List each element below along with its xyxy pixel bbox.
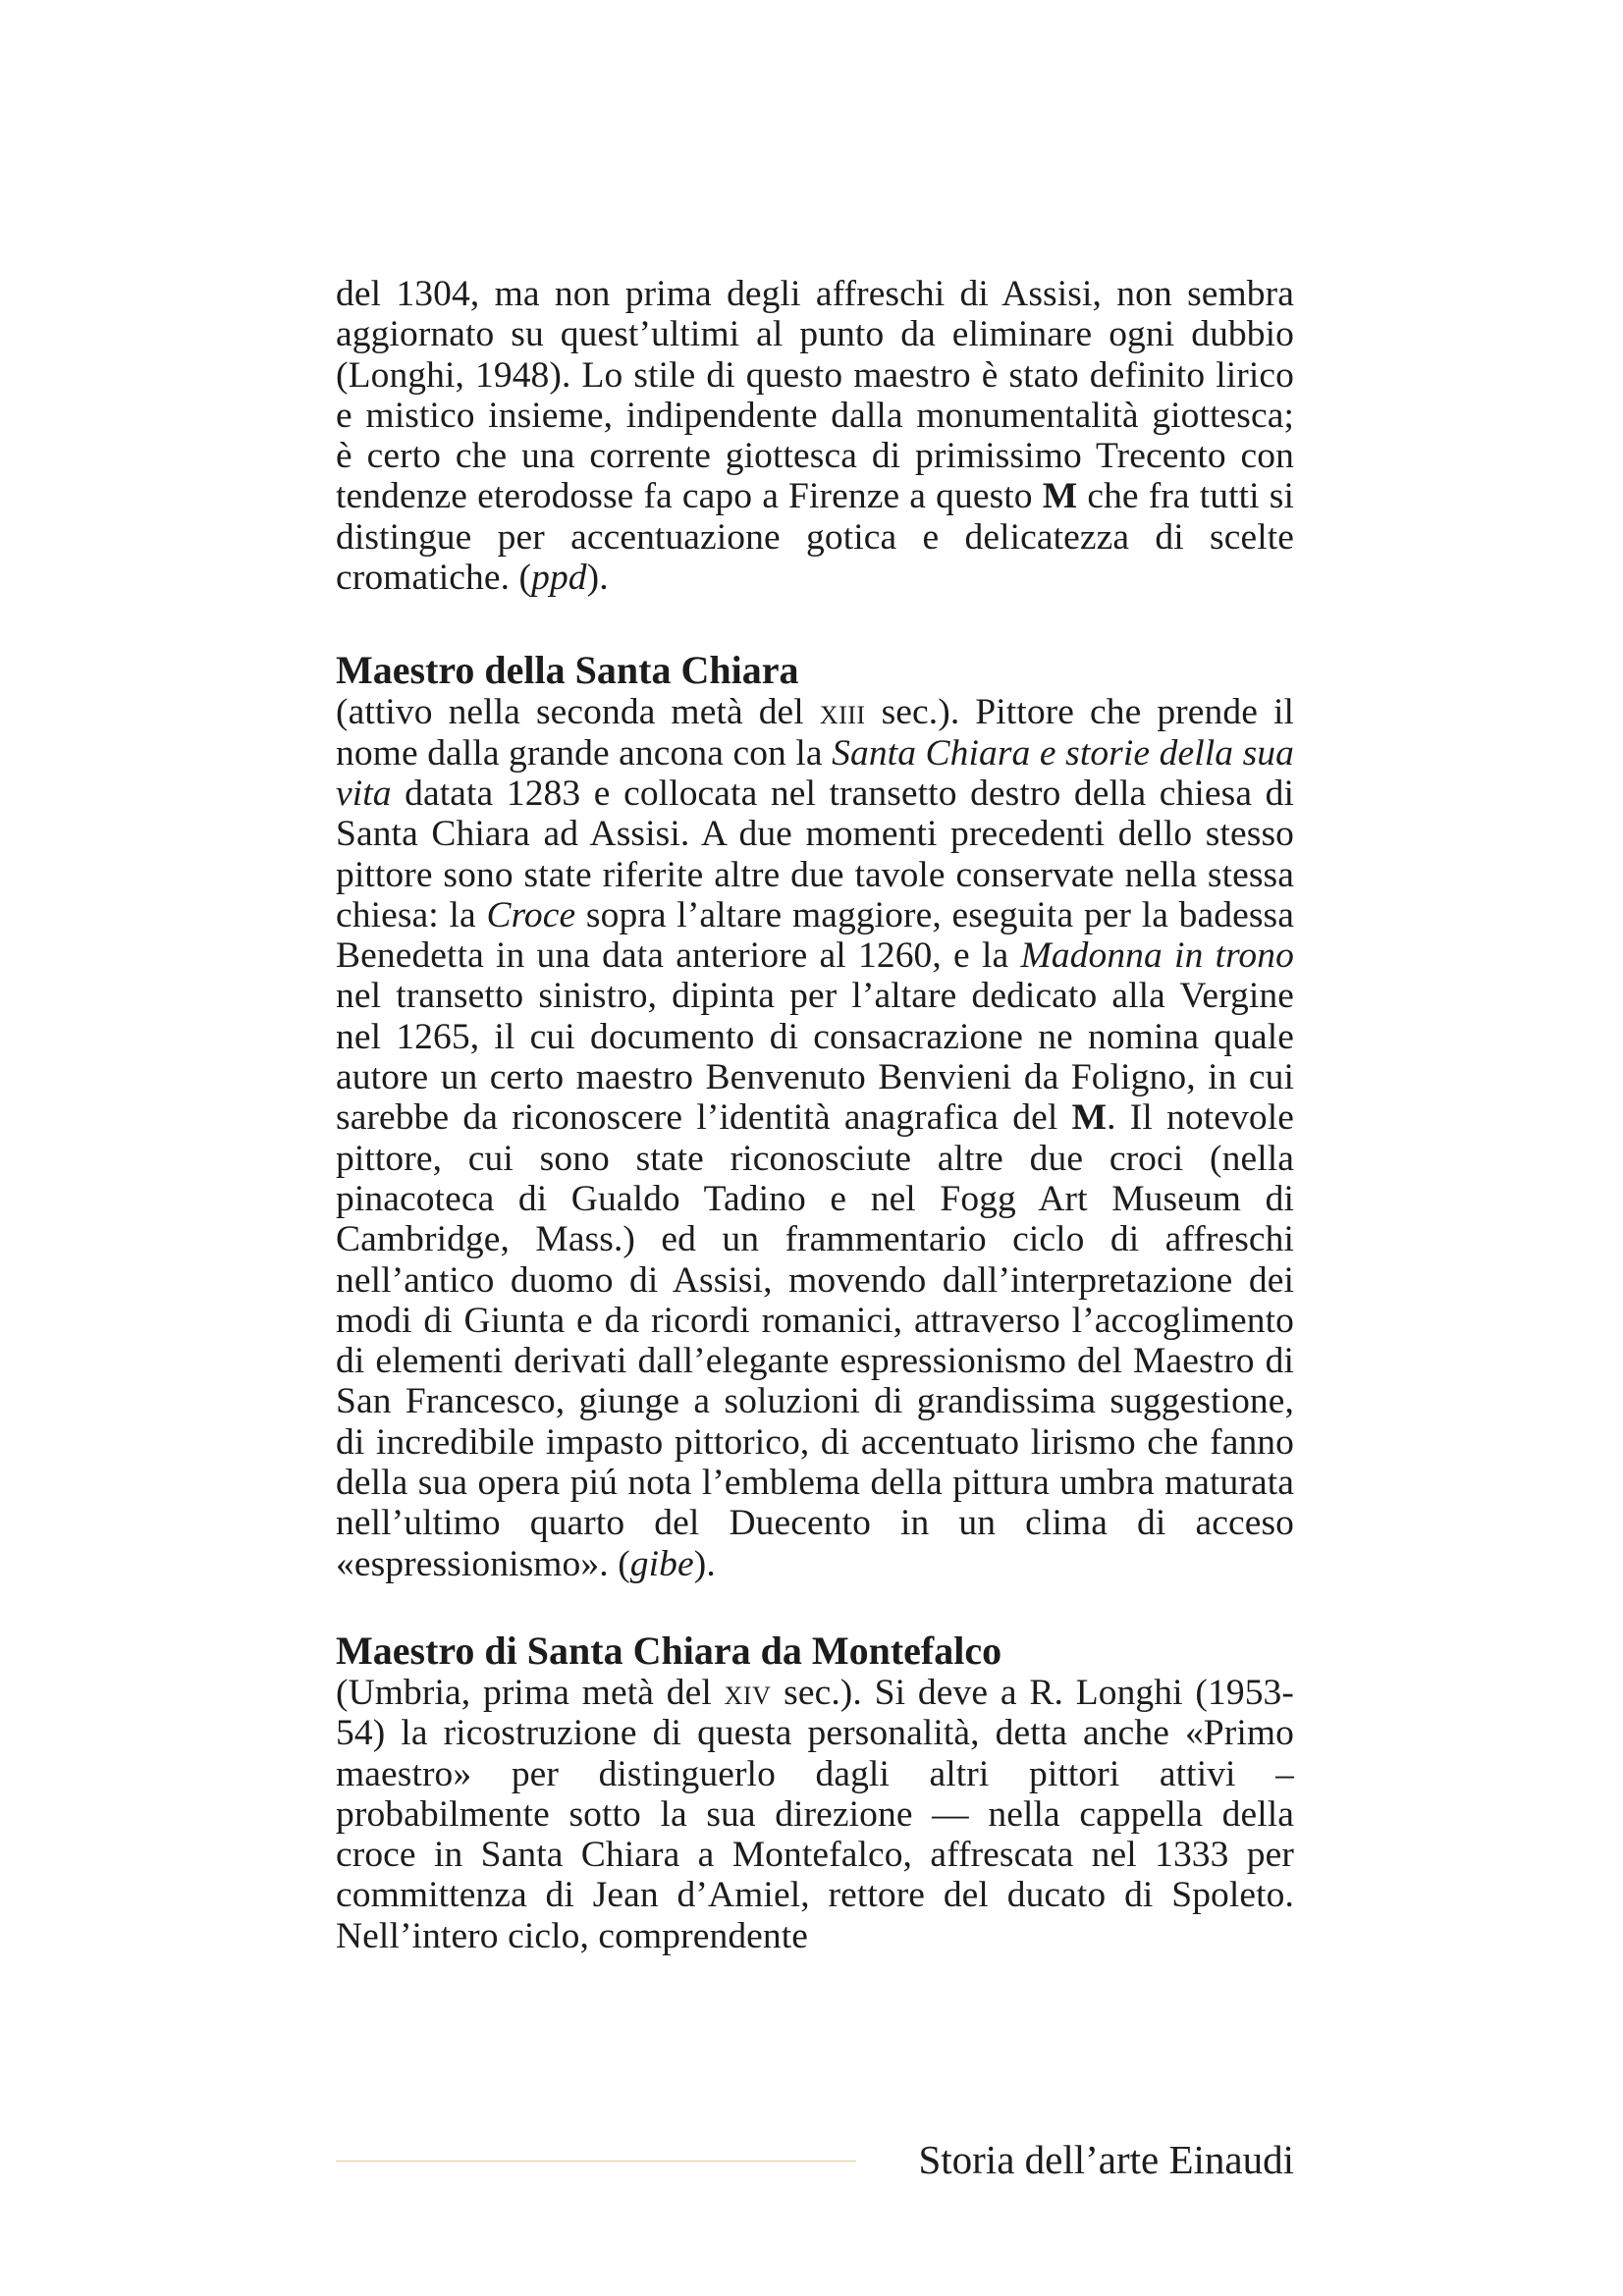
entry-montefalco-paragraph bbox=[336, 1673, 1294, 1956]
bold-abbrev: M bbox=[1071, 1097, 1108, 1139]
century-numeral: xiv bbox=[724, 1672, 772, 1713]
footer-title: Storia dell’arte Einaudi bbox=[918, 2137, 1294, 2182]
text-run: che fra tutti si distingue per accentuazione gotica e delicatezza di scelte cromatiche. ( bbox=[336, 476, 1294, 599]
century-numeral: xiii bbox=[819, 692, 866, 733]
entry-heading-montefalco: Maestro di Santa Chiara da Montefalco bbox=[336, 1628, 1002, 1673]
artwork-title: Madonna in trono bbox=[1020, 935, 1294, 977]
text-run: datata 1283 e collocata nel transetto destro della chiesa di Santa Chiara ad Assisi. A due momenti precedenti dello stesso pittore sono state riferite altre due tavole conservate nella stessa chiesa: la bbox=[336, 773, 1294, 935]
author-sigla: gibe bbox=[629, 1543, 694, 1584]
text-run: ). bbox=[586, 558, 609, 599]
footer-rule bbox=[336, 2161, 856, 2162]
artwork-title: Santa Chiara e storie della sua vita bbox=[336, 732, 1294, 814]
author-sigla: ppd bbox=[531, 558, 587, 599]
entry-continuation-paragraph bbox=[336, 274, 1294, 598]
entry-heading-santa-chiara: Maestro della Santa Chiara bbox=[336, 648, 799, 693]
text-run: sopra l’altare maggiore, eseguita per la badessa Benedetta in una data anteriore al 1260, e la bbox=[336, 894, 1294, 977]
text-run: sec.). Si deve a R. Longhi (1953-54) la ricostruzione di questa personalità, detta anche «Primo maestro» per distinguerlo dagli altri pittori attivi – probabilmente sotto la sua direzione — nella cappella della croce in Santa Chiara a Montefalco, affrescata nel 1333 per committenza di Jean d’Amiel, rettore del ducato di Spoleto. Nell’intero ciclo, comprendente bbox=[336, 1672, 1294, 1956]
text-run: nel transetto sinistro, dipinta per l’altare dedicato alla Vergine nel 1265, il cui documento di consacrazione ne nomina quale autore un certo maestro Benvenuto Benvieni da Foligno, in cui sarebbe da riconoscere l’identità anagrafica del bbox=[336, 976, 1294, 1139]
text-run: . Il notevole pittore, cui sono state riconosciute altre due croci (nella pinacoteca di Gualdo Tadino e nel Fogg Art Museum di Cambridge, Mass.) ed un frammentario ciclo di affreschi nell’antico duomo di Assisi, movendo dall’interpretazione dei modi di Giunta e da ricordi romanici, attraverso l’accoglimento di elementi derivati dall’elegante espressionismo del Maestro di San Francesco, giunge a soluzioni di grandissima suggestione, di incredibile impasto pittorico, di accentuato lirismo che fanno della sua opera piú nota l’emblema della pittura umbra maturata nell’ultimo quarto del Duecento in un clima di acceso «espressionismo». ( bbox=[336, 1097, 1295, 1584]
page-body bbox=[336, 274, 1294, 1956]
text-run: ). bbox=[693, 1543, 716, 1584]
artwork-title: Croce bbox=[486, 894, 576, 935]
text-run: sec.). Pittore che prende il nome dalla grande ancona con la bbox=[336, 692, 1294, 774]
text-run: (attivo nella seconda metà del bbox=[336, 692, 820, 733]
text-run: (Umbria, prima metà del bbox=[336, 1672, 725, 1713]
bold-abbrev: M bbox=[1042, 476, 1078, 517]
entry-santa-chiara-paragraph bbox=[336, 692, 1294, 1584]
text-run: del 1304, ma non prima degli affreschi di Assisi, non sembra aggiornato su quest’ultimi al punto da eliminare ogni dubbio (Longhi, 1948). Lo stile di questo maestro è stato definito lirico e mistico insieme, indipendente dalla monumentalità giottesca; è certo che una corrente giottesca di primissimo Trecento con tendenze eterodosse fa capo a Firenze a questo bbox=[336, 274, 1294, 517]
